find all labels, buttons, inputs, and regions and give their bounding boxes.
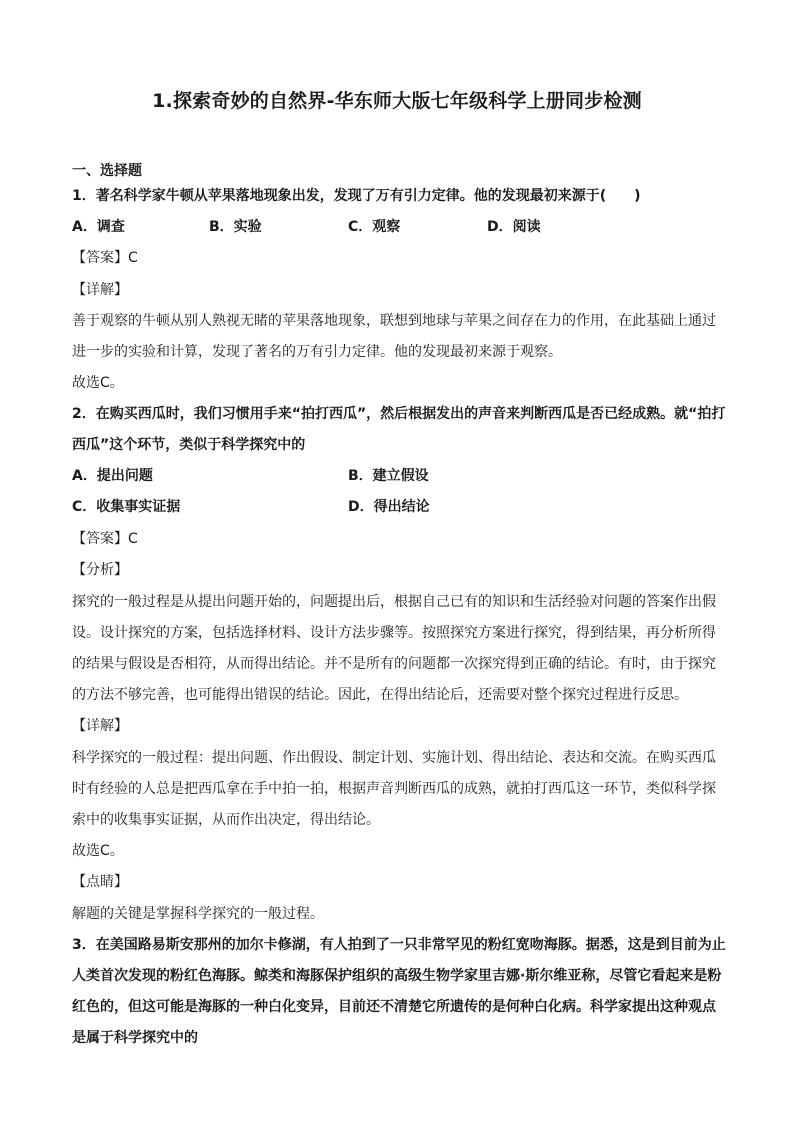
question-2-stem-line: 2．在购买西瓜时，我们习惯用手来“拍打西瓜”，然后根据发出的声音来判断西瓜是否已经成熟。就“拍打: [72, 406, 726, 422]
question-1-stem: 1．著名科学家牛顿从苹果落地现象出发，发现了万有引力定律。他的发现最初来源于( ): [72, 188, 641, 204]
question-3-stem-line: 红色的，但这可能是海豚的一种白化变异，目前还不清楚它所遗传的是何种白化病。科学家提出这种观点: [72, 999, 716, 1015]
question-2-option-d: D．得出结论: [348, 499, 430, 515]
question-1-option-b: B．实验: [209, 219, 262, 235]
question-1-detail-line: 进一步的实验和计算，发现了著名的万有引力定律。他的发现最初来源于观察。: [72, 344, 562, 360]
question-2-detail-line: 索中的收集事实证据，从而作出决定，得出结论。: [72, 812, 380, 828]
question-2-tip-text: 解题的关键是掌握科学探究的一般过程。: [72, 906, 324, 922]
question-1-conclusion: 故选C。: [72, 375, 124, 391]
question-3-stem-line: 是属于科学探究中的: [72, 1030, 198, 1046]
document-title: 1.探索奇妙的自然界-华东师大版七年级科学上册同步检测: [152, 90, 642, 112]
question-1-option-d: D．阅读: [487, 219, 541, 235]
section-heading: 一、选择题: [72, 163, 142, 179]
question-1-option-a: A．调查: [72, 219, 125, 235]
question-2-option-b: B．建立假设: [348, 468, 429, 484]
question-3-stem-line: 3．在美国路易斯安那州的加尔卡修湖，有人拍到了一只非常罕见的粉红宽吻海豚。据悉，这是到目前为止: [72, 937, 726, 953]
question-1-answer: 【答案】C: [72, 250, 138, 266]
question-2-analysis-line: 设。设计探究的方案，包括选择材料、设计方法步骤等。按照探究方案进行探究，得到结果，再分析所得: [72, 625, 716, 641]
question-2-conclusion: 故选C。: [72, 843, 124, 859]
question-2-answer: 【答案】C: [72, 531, 138, 547]
question-1-option-c: C．观察: [348, 219, 401, 235]
question-3-stem-line: 人类首次发现的粉红色海豚。鲸类和海豚保护组织的高级生物学家里吉娜·斯尔维亚称，尽管它看起来是粉: [72, 968, 722, 984]
question-1-detail-line: 善于观察的牛顿从别人熟视无睹的苹果落地现象，联想到地球与苹果之间存在力的作用，在此基础上通过: [72, 313, 716, 329]
question-2-analysis-line: 探究的一般过程是从提出问题开始的，问题提出后，根据自己已有的知识和生活经验对问题的答案作出假: [72, 594, 716, 610]
question-2-option-a: A．提出问题: [72, 468, 153, 484]
question-2-detail-line: 科学探究的一般过程：提出问题、作出假设、制定计划、实施计划、得出结论、表达和交流。在购买西瓜: [72, 750, 716, 766]
question-2-detail-line: 时有经验的人总是把西瓜拿在手中拍一拍，根据声音判断西瓜的成熟，就拍打西瓜这一环节，类似科学探: [72, 781, 716, 797]
question-2-stem-line: 西瓜”这个环节，类似于科学探究中的: [72, 437, 306, 453]
question-2-analysis-line: 的方法不够完善，也可能得出错误的结论。因此，在得出结论后，还需要对整个探究过程进行反思。: [72, 687, 688, 703]
question-2-tip-label: 【点睛】: [72, 874, 128, 890]
question-2-analysis-line: 的结果与假设是否相符，从而得出结论。并不是所有的问题都一次探究得到正确的结论。有时，由于探究: [72, 656, 716, 672]
question-1-detail-label: 【详解】: [72, 282, 128, 298]
question-2-option-c: C．收集事实证据: [72, 499, 181, 515]
question-2-detail-label: 【详解】: [72, 718, 128, 734]
question-2-analysis-label: 【分析】: [72, 562, 128, 578]
